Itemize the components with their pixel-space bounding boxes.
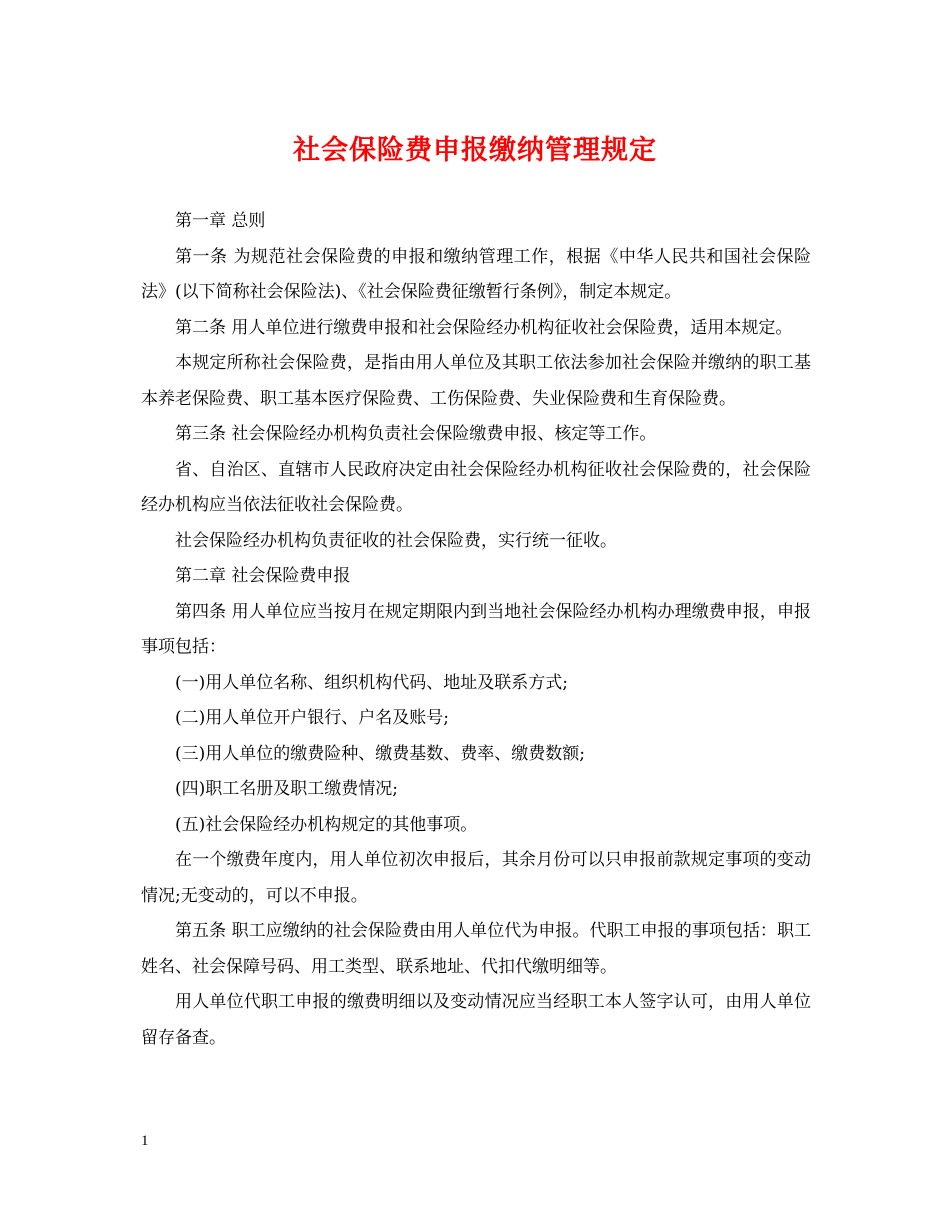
document-title: 社会保险费申报缴纳管理规定 xyxy=(293,135,657,166)
paragraph: 第四条 用人单位应当按月在规定期限内到当地社会保险经办机构办理缴费申报，申报事项包括： xyxy=(141,601,811,657)
paragraph: 第二条 用人单位进行缴费申报和社会保险经办机构征收社会保险费，适用本规定。 xyxy=(175,317,793,338)
list-item: (一)用人单位名称、组织机构代码、地址及联系方式; xyxy=(175,672,568,693)
paragraph: 用人单位代职工申报的缴费明细以及变动情况应当经职工本人签字认可，由用人单位留存备查。 xyxy=(141,992,811,1048)
paragraph: 第五条 职工应缴纳的社会保险费由用人单位代为申报。代职工申报的事项包括：职工姓名、社会保障号码、用工类型、联系地址、代扣代缴明细等。 xyxy=(141,921,811,977)
chapter-heading: 第一章 总则 xyxy=(175,211,266,231)
list-item: (五)社会保险经办机构规定的其他事项。 xyxy=(175,814,478,835)
paragraph: 省、自治区、直辖市人民政府决定由社会保险经办机构征收社会保险费的，社会保险经办机构应当依法征收社会保险费。 xyxy=(141,459,811,515)
paragraph: 本规定所称社会保险费，是指由用人单位及其职工依法参加社会保险并缴纳的职工基本养老保险费、职工基本医疗保险费、工伤保险费、失业保险费和生育保险费。 xyxy=(141,353,811,409)
list-item: (四)职工名册及职工缴费情况; xyxy=(175,779,398,799)
list-item: (二)用人单位开户银行、户名及账号; xyxy=(175,708,449,728)
paragraph: 第三条 社会保险经办机构负责社会保险缴费申报、核定等工作。 xyxy=(175,424,657,444)
paragraph: 第一条 为规范社会保险费的申报和缴纳管理工作，根据《中华人民共和国社会保险法》(以下简称社会保险法)、《社会保险费征缴暂行条例》，制定本规定。 xyxy=(141,246,811,302)
chapter-heading: 第二章 社会保险费申报 xyxy=(175,566,351,586)
list-item: (三)用人单位的缴费险种、缴费基数、费率、缴费数额; xyxy=(175,743,585,764)
document-body xyxy=(141,204,811,1056)
paragraph: 社会保险经办机构负责征收的社会保险费，实行统一征收。 xyxy=(175,530,617,551)
paragraph: 在一个缴费年度内，用人单位初次申报后，其余月份可以只申报前款规定事项的变动情况;无变动的，可以不申报。 xyxy=(141,850,811,906)
page-number: 1 xyxy=(141,1133,149,1149)
